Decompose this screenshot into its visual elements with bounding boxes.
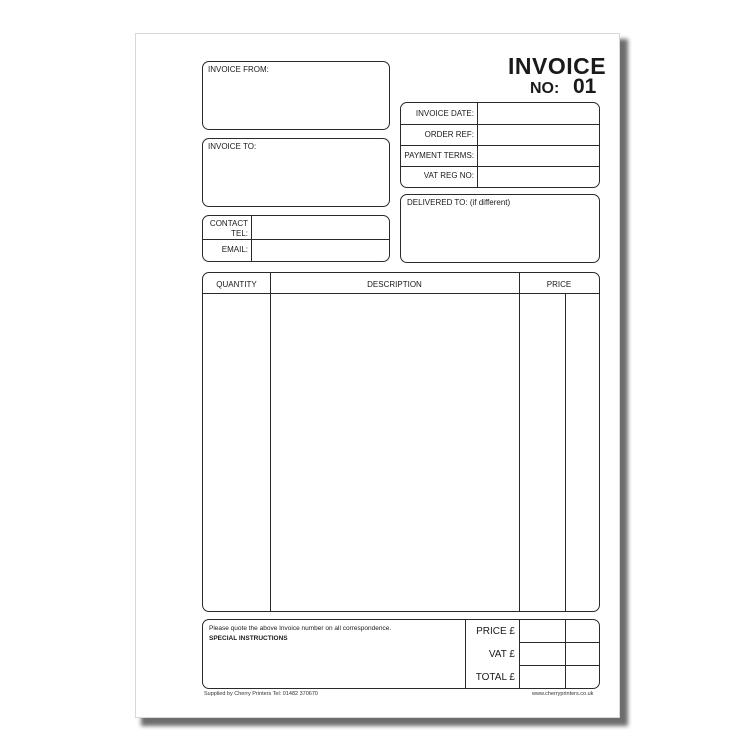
special-instructions-label: SPECIAL INSTRUCTIONS [209,635,288,642]
invoice-date-field[interactable] [478,103,599,124]
invoice-title: INVOICE [508,53,607,79]
col-price-header: PRICE [546,280,572,289]
vat-total-label: VAT £ [488,649,515,660]
order-ref-field[interactable] [478,125,599,145]
quantity-column-area[interactable] [203,294,270,611]
vat-total-field[interactable] [520,643,599,665]
supplier-footer: Supplied by Cherry Printers Tel: 01482 370670 [204,691,318,697]
vat-reg-field[interactable] [478,167,599,187]
price-column-area[interactable] [520,294,599,611]
grand-total-field[interactable] [520,666,599,688]
invoice-date-label: INVOICE DATE: [415,109,474,118]
delivered-to-box[interactable] [400,194,600,263]
order-ref-label: ORDER REF: [424,130,474,139]
description-column-area[interactable] [271,294,519,611]
contact-tel-label [203,219,248,239]
invoice-sheet [135,33,620,718]
correspondence-notice: Please quote the above Invoice number on all correspondence. [209,625,392,632]
invoice-number: 01 [573,75,597,98]
contact-label-line2: TEL: [231,229,248,238]
items-table [202,272,600,612]
invoice-no-label: NO: [530,80,560,97]
grand-total-label: TOTAL £ [475,672,515,683]
col-description-header: DESCRIPTION [367,280,422,289]
invoice-to-label: INVOICE TO: [208,142,257,151]
invoice-from-box[interactable] [202,61,390,130]
invoice-details-box [400,102,600,188]
payment-terms-field[interactable] [478,146,599,166]
delivered-to-label: DELIVERED TO: (if different) [407,198,511,207]
contact-tel-field[interactable] [252,216,389,239]
website-footer: www.cherryprinters.co.uk [532,691,594,697]
price-total-label: PRICE £ [476,626,515,637]
notes-and-totals-box [202,619,600,689]
special-instructions-field[interactable] [203,644,465,688]
email-field[interactable] [252,240,389,261]
col-quantity-header: QUANTITY [216,280,257,289]
contact-box [202,215,390,262]
price-total-field[interactable] [520,620,599,642]
payment-terms-label: PAYMENT TERMS: [404,151,474,160]
email-label: EMAIL: [221,245,248,254]
contact-label-line1: CONTACT [209,219,248,228]
invoice-to-box[interactable] [202,138,390,207]
invoice-from-label: INVOICE FROM: [208,65,269,74]
vat-reg-label: VAT REG NO: [423,171,474,180]
